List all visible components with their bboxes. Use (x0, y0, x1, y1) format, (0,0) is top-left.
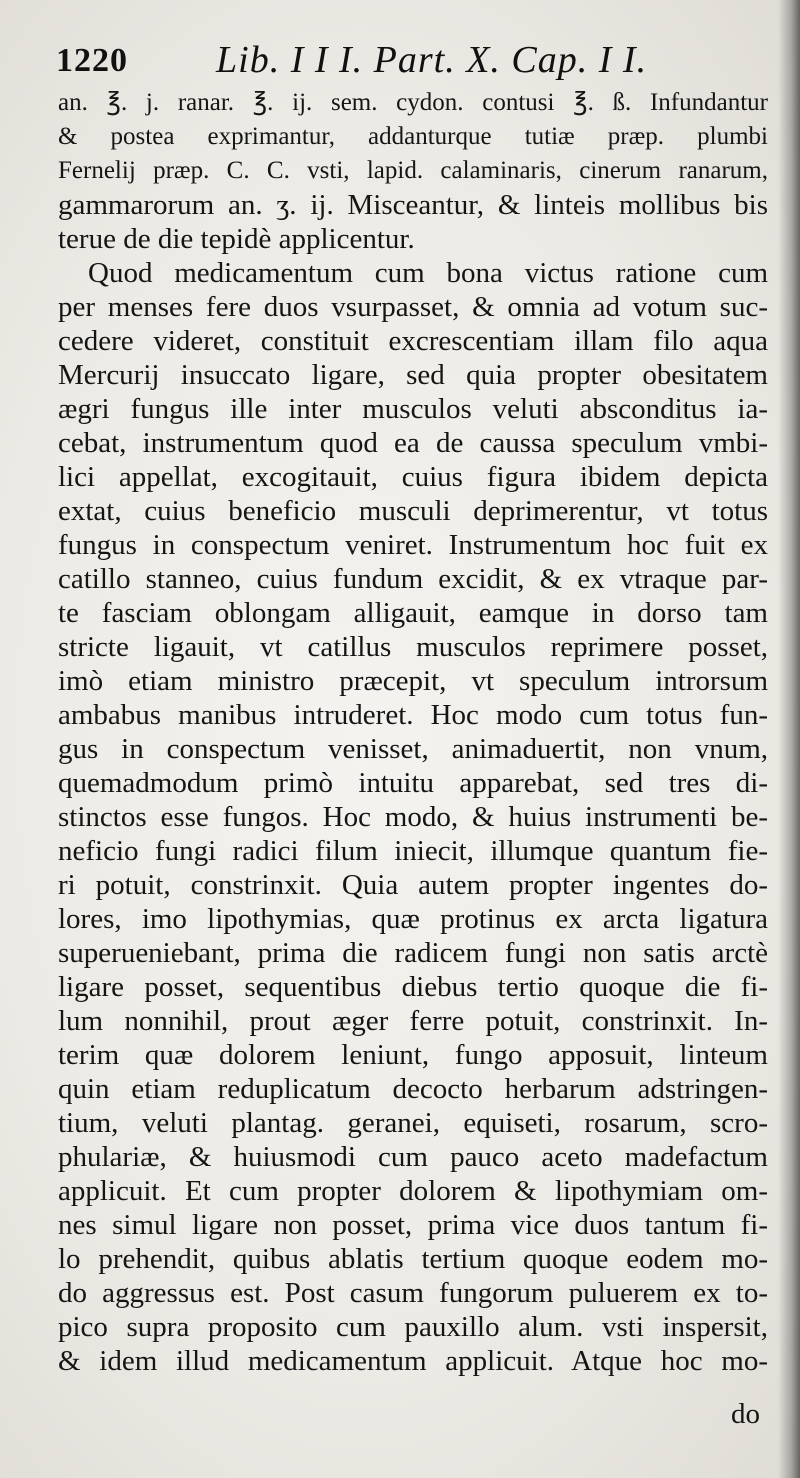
page-number: 1220 (56, 42, 128, 79)
text-line: gammarorum an. ʒ. ij. Misceantur, & linteis mollibus bis (58, 189, 768, 221)
text-line: quin etiam reduplicatum decocto herbarum adstringen- (58, 1073, 768, 1105)
page-header (56, 38, 756, 86)
text-line: neficio fungi radici filum iniecit, illumque quantum fie- (58, 835, 768, 867)
text-line: applicuit. Et cum propter dolorem & lipothymiam om- (58, 1175, 768, 1207)
text-line: tium, veluti plantag. geranei, equiseti, rosarum, scro- (58, 1107, 768, 1139)
text-line: lo prehendit, quibus ablatis tertium quoque eodem mo- (58, 1243, 768, 1275)
text-line: lum nonnihil, prout æger ferre potuit, constrinxit. In- (58, 1005, 768, 1037)
text-line: catillo stanneo, cuius fundum excidit, & ex vtraque par- (58, 563, 768, 595)
text-line: superueniebant, prima die radicem fungi non satis arctè (58, 937, 768, 969)
catchword: do (731, 1398, 760, 1430)
text-line: te fasciam oblongam alligauit, eamque in dorso tam (58, 597, 768, 629)
text-line: lores, imo lipothymias, quæ protinus ex arcta ligatura (58, 903, 768, 935)
paragraph-start-line: Quod medicamentum cum bona victus ratione cum (88, 257, 768, 289)
running-head: Lib. I I I. Part. X. Cap. I I. (216, 39, 648, 81)
text-line: ægri fungus ille inter musculos veluti absconditus ia- (58, 393, 768, 425)
text-line: & idem illud medicamentum applicuit. Atque hoc mo- (58, 1345, 768, 1377)
text-line: extat, cuius beneficio musculi deprimerentur, vt totus (58, 495, 768, 527)
text-line: ri potuit, constrinxit. Quia autem propter ingentes do- (58, 869, 768, 901)
text-line: phulariæ, & huiusmodi cum pauco aceto madefactum (58, 1141, 768, 1173)
text-line: terue de die tepidè applicentur. (58, 223, 415, 255)
text-line: imò etiam ministro præcepit, vt speculum introrsum (58, 665, 768, 697)
text-line: ambabus manibus intruderet. Hoc modo cum totus fun- (58, 699, 768, 731)
text-line: fungus in conspectum veniret. Instrumentum hoc fuit ex (58, 529, 768, 561)
text-line: pico supra proposito cum pauxillo alum. vsti inspersit, (58, 1311, 768, 1343)
text-line: quemadmodum primò intuitu apparebat, sed tres di- (58, 767, 768, 799)
text-line: cedere videret, constituit excrescentiam illam filo aqua (58, 325, 768, 357)
body-text (58, 86, 768, 1378)
text-line: Fernelij præp. C. C. vsti, lapid. calaminaris, cinerum ranarum, (58, 157, 768, 184)
text-line: cebat, instrumentum quod ea de caussa speculum vmbi- (58, 427, 768, 459)
text-line: per menses fere duos vsurpasset, & omnia ad votum suc- (58, 291, 768, 323)
text-line: lici appellat, excogitauit, cuius figura ibidem depicta (58, 461, 768, 493)
text-line: gus in conspectum venisset, animaduertit, non vnum, (58, 733, 768, 765)
page-edge-shadow (778, 0, 800, 1478)
text-line: & postea exprimantur, addanturque tutiæ præp. plumbi (58, 123, 768, 150)
text-line: stinctos esse fungos. Hoc modo, & huius instrumenti be- (58, 801, 768, 833)
text-line: do aggressus est. Post casum fungorum puluerem ex to- (58, 1277, 768, 1309)
text-line: an. ℥. j. ranar. ℥. ij. sem. cydon. contusi ℥. ß. Infundantur (58, 89, 768, 116)
text-line: stricte ligauit, vt catillus musculos reprimere posset, (58, 631, 768, 663)
text-line: ligare posset, sequentibus diebus tertio quoque die fi- (58, 971, 768, 1003)
text-line: terim quæ dolorem leniunt, fungo apposuit, linteum (58, 1039, 768, 1071)
text-line: nes simul ligare non posset, prima vice duos tantum fi- (58, 1209, 768, 1241)
text-line: Mercurij insuccato ligare, sed quia propter obesitatem (58, 359, 768, 391)
